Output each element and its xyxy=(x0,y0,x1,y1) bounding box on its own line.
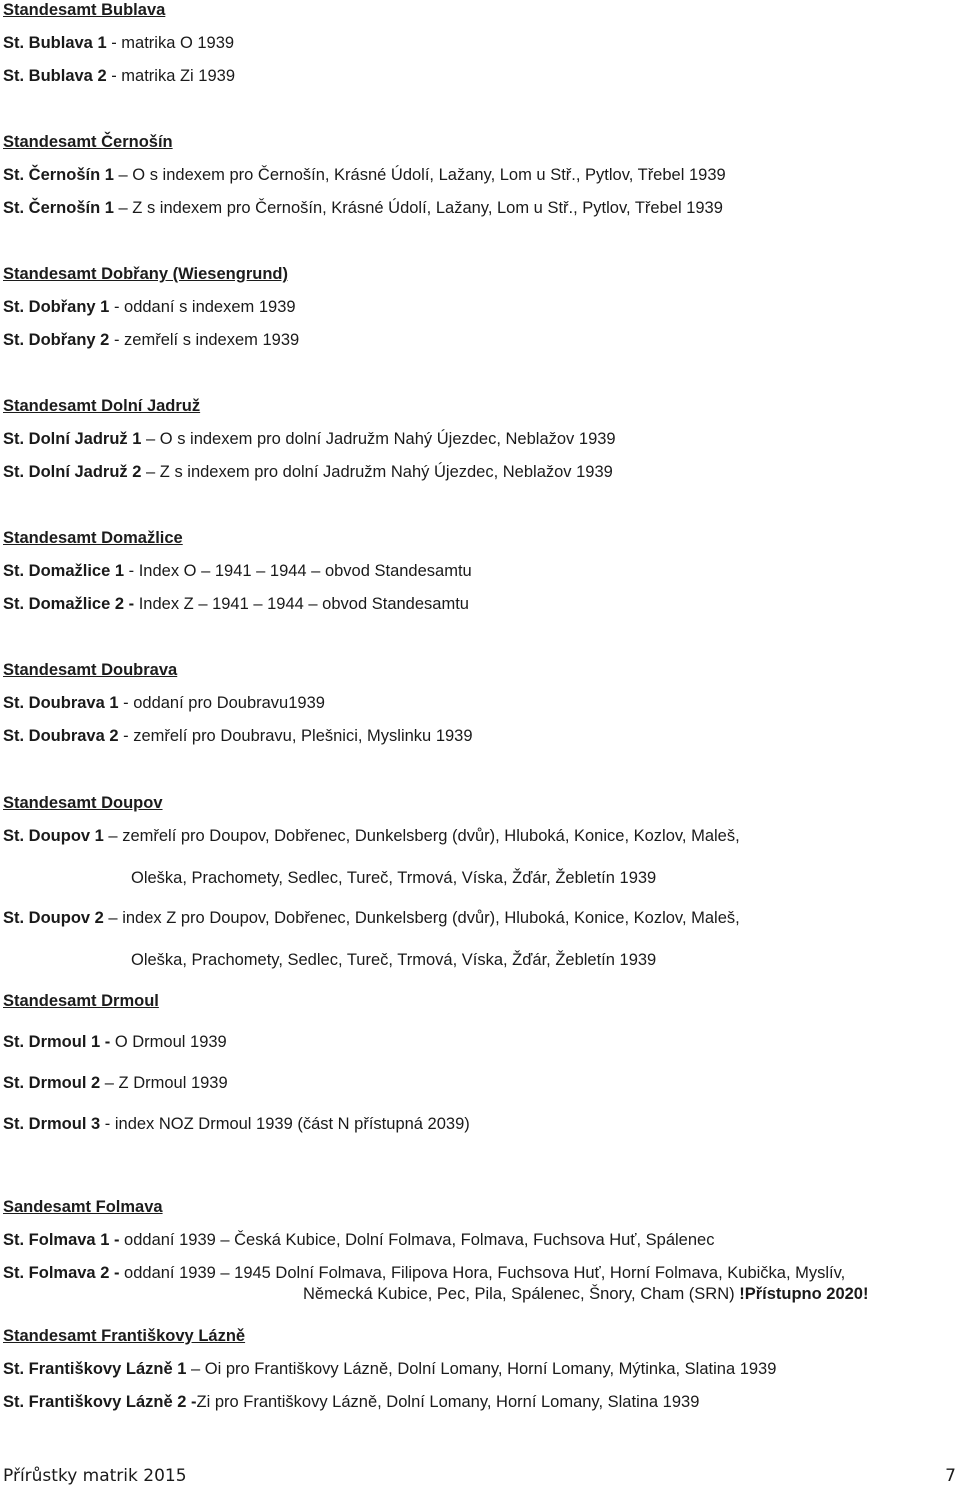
entry-continuation xyxy=(303,1284,868,1304)
entry-label: St. Dobřany 1 xyxy=(3,298,110,316)
entry xyxy=(3,1073,228,1093)
section-heading: Standesamt Dobřany (Wiesengrund) xyxy=(3,265,288,283)
entry-label: St. Drmoul 3 xyxy=(3,1115,101,1133)
section-heading: Standesamt Dolní Jadruž xyxy=(3,397,201,415)
entry xyxy=(3,198,723,218)
entry-text: – Z Drmoul 1939 xyxy=(100,1074,228,1092)
section-heading: Standesamt Bublava xyxy=(3,1,166,19)
entry-label: St. Drmoul 2 xyxy=(3,1074,101,1092)
entry xyxy=(3,1114,470,1134)
entry-text: oddaní 1939 – Česká Kubice, Dolní Folmava, Folmava, Fuchsova Huť, Spálenec xyxy=(119,1231,715,1249)
entry xyxy=(3,1032,227,1052)
entry xyxy=(3,1230,714,1250)
entry xyxy=(3,165,726,185)
entry xyxy=(3,561,472,581)
entry-label: St. Dolní Jadruž 2 xyxy=(3,463,142,481)
entry-text: - zemřelí pro Doubravu, Plešnici, Myslinku 1939 xyxy=(118,727,473,745)
page-footer xyxy=(3,1466,956,1490)
section-heading: Standesamt Františkovy Lázně xyxy=(3,1327,246,1345)
page-number: 7 xyxy=(945,1466,956,1486)
entry-label: St. Černošín 1 xyxy=(3,166,114,184)
entry xyxy=(3,1263,845,1283)
entry-text: - Index O – 1941 – 1944 – obvod Standesamtu xyxy=(124,562,472,580)
entry-text: O Drmoul 1939 xyxy=(110,1033,227,1051)
entry-text: – Z s indexem pro Černošín, Krásné Údolí, Lažany, Lom u Stř., Pytlov, Třebel 1939 xyxy=(113,199,723,217)
entry xyxy=(3,826,740,846)
entry-label: St. Bublava 1 xyxy=(3,34,107,52)
entry xyxy=(3,462,613,482)
entry-label: St. Doubrava 1 xyxy=(3,694,119,712)
entry xyxy=(3,693,325,713)
entry xyxy=(3,297,296,317)
entry xyxy=(3,594,469,614)
entry-label: St. Drmoul 1 - xyxy=(3,1033,111,1051)
section-heading: Standesamt Černošín xyxy=(3,133,173,151)
entry xyxy=(3,429,616,449)
entry-text: – Oi pro Františkovy Lázně, Dolní Lomany, Horní Lomany, Mýtinka, Slatina 1939 xyxy=(186,1360,777,1378)
entry-label: St. Františkovy Lázně 1 xyxy=(3,1360,187,1378)
entry-label: St. Dobřany 2 xyxy=(3,331,110,349)
entry-label: St. Bublava 2 xyxy=(3,67,107,85)
entry xyxy=(3,726,473,746)
footer-title: Přírůstky matrik 2015 xyxy=(3,1466,187,1486)
entry-label: St. Folmava 1 - xyxy=(3,1231,120,1249)
entry-text: Zi pro Františkovy Lázně, Dolní Lomany, Horní Lomany, Slatina 1939 xyxy=(196,1393,700,1411)
entry-text: – Z s indexem pro dolní Jadružm Nahý Újezdec, Neblažov 1939 xyxy=(141,463,613,481)
entry-label: St. Černošín 1 xyxy=(3,199,114,217)
entry-label: St. Doupov 2 xyxy=(3,909,104,927)
entry-label: St. Dolní Jadruž 1 xyxy=(3,430,142,448)
section-heading: Standesamt Doubrava xyxy=(3,661,178,679)
entry xyxy=(3,1392,699,1412)
entry-text: - oddaní s indexem 1939 xyxy=(109,298,296,316)
section-heading: Standesamt Doupov xyxy=(3,794,163,812)
entry xyxy=(3,33,234,53)
entry-text: - zemřelí s indexem 1939 xyxy=(109,331,300,349)
entry-text: - matrika O 1939 xyxy=(106,34,235,52)
entry-text: - oddaní pro Doubravu1939 xyxy=(118,694,325,712)
entry-continuation-text: Německá Kubice, Pec, Pila, Spálenec, Šnory, Cham (SRN) xyxy=(303,1285,740,1303)
entry-continuation: Oleška, Prachomety, Sedlec, Tureč, Trmová, Víska, Žďár, Žebletín 1939 xyxy=(131,951,657,969)
entry-text: – O s indexem pro dolní Jadružm Nahý Újezdec, Neblažov 1939 xyxy=(141,430,616,448)
entry-label: St. Doupov 1 xyxy=(3,827,104,845)
entry-text: - matrika Zi 1939 xyxy=(106,67,235,85)
entry-label: St. Doubrava 2 xyxy=(3,727,119,745)
section-heading: Sandesamt Folmava xyxy=(3,1198,163,1216)
entry-label: St. Domažlice 2 - xyxy=(3,595,135,613)
entry-text: – O s indexem pro Černošín, Krásné Údolí, Lažany, Lom u Stř., Pytlov, Třebel 1939 xyxy=(113,166,726,184)
access-note: !Přístupno 2020! xyxy=(739,1285,869,1303)
entry-text: oddaní 1939 – 1945 Dolní Folmava, Filipova Hora, Fuchsova Huť, Horní Folmava, Kubička, Myslív, xyxy=(119,1264,846,1282)
entry-label: St. Folmava 2 - xyxy=(3,1264,120,1282)
entry xyxy=(3,330,299,350)
entry-continuation: Oleška, Prachomety, Sedlec, Tureč, Trmová, Víska, Žďár, Žebletín 1939 xyxy=(131,869,657,887)
entry-text: – zemřelí pro Doupov, Dobřenec, Dunkelsberg (dvůr), Hluboká, Konice, Kozlov, Maleš, xyxy=(103,827,740,845)
entry xyxy=(3,1359,776,1379)
entry xyxy=(3,908,740,928)
entry-text: – index Z pro Doupov, Dobřenec, Dunkelsberg (dvůr), Hluboká, Konice, Kozlov, Maleš, xyxy=(103,909,740,927)
entry-label: St. Domažlice 1 xyxy=(3,562,125,580)
entry-text: Index Z – 1941 – 1944 – obvod Standesamtu xyxy=(134,595,469,613)
entry xyxy=(3,66,235,86)
section-heading: Standesamt Drmoul xyxy=(3,992,159,1010)
section-heading: Standesamt Domažlice xyxy=(3,529,183,547)
entry-label: St. Františkovy Lázně 2 - xyxy=(3,1393,197,1411)
entry-text: - index NOZ Drmoul 1939 (část N přístupná 2039) xyxy=(100,1115,470,1133)
